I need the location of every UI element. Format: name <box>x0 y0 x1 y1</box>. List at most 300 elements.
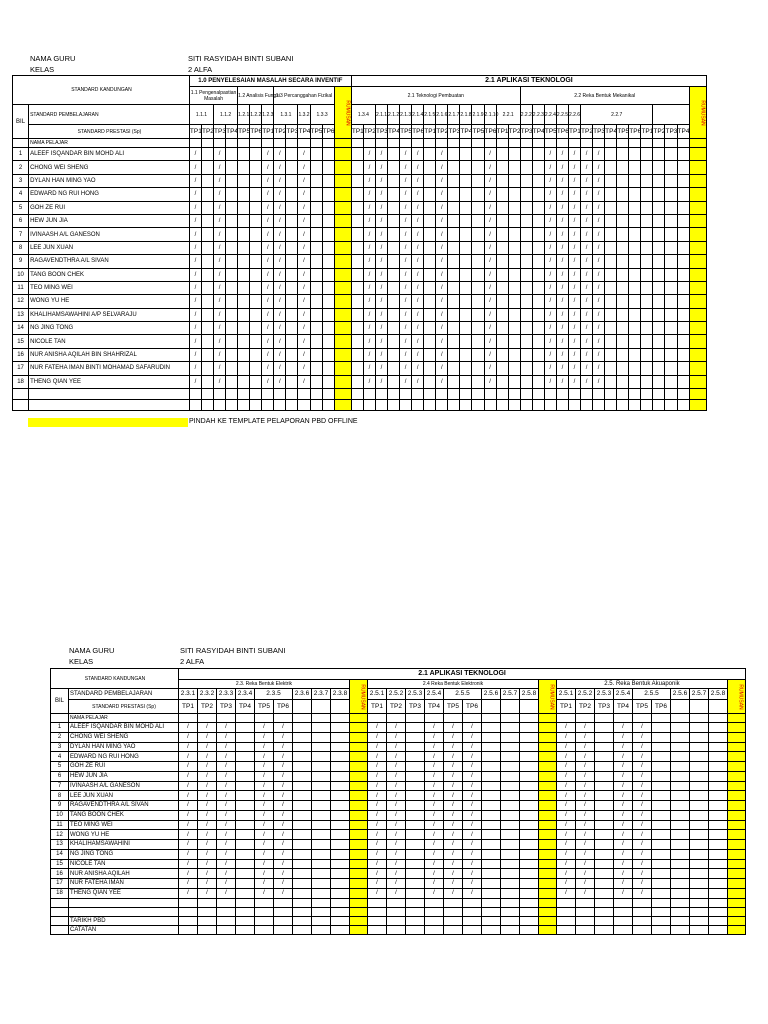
score-cell[interactable] <box>690 732 709 742</box>
mark-cell[interactable]: / <box>581 295 593 308</box>
mark-cell[interactable]: / <box>556 268 568 281</box>
score-cell[interactable] <box>508 362 520 375</box>
mark-cell[interactable]: / <box>375 375 387 388</box>
score-cell[interactable] <box>709 849 728 859</box>
score-cell[interactable] <box>286 281 298 294</box>
score-cell[interactable] <box>671 732 690 742</box>
score-cell[interactable] <box>595 771 614 781</box>
mark-cell[interactable]: / <box>463 791 482 801</box>
score-cell[interactable] <box>629 268 641 281</box>
mark-cell[interactable]: / <box>400 148 412 161</box>
score-cell[interactable] <box>482 888 501 898</box>
score-cell[interactable] <box>424 295 436 308</box>
score-cell[interactable] <box>334 348 351 361</box>
mark-cell[interactable]: / <box>375 188 387 201</box>
score-cell[interactable] <box>238 308 250 321</box>
score-cell[interactable] <box>496 375 508 388</box>
score-cell[interactable] <box>595 879 614 889</box>
mark-cell[interactable]: / <box>484 228 496 241</box>
score-cell[interactable] <box>310 348 322 361</box>
score-cell[interactable] <box>250 161 262 174</box>
score-cell[interactable] <box>334 148 351 161</box>
score-cell[interactable] <box>652 732 671 742</box>
mark-cell[interactable]: / <box>298 201 310 214</box>
score-cell[interactable] <box>293 869 312 879</box>
score-cell[interactable] <box>236 849 255 859</box>
mark-cell[interactable]: / <box>298 241 310 254</box>
score-cell[interactable] <box>424 308 436 321</box>
score-cell[interactable] <box>653 161 665 174</box>
mark-cell[interactable]: / <box>255 801 274 811</box>
score-cell[interactable] <box>709 791 728 801</box>
mark-cell[interactable]: / <box>581 348 593 361</box>
mark-cell[interactable]: / <box>274 723 293 733</box>
score-cell[interactable] <box>424 322 436 335</box>
mark-cell[interactable]: / <box>217 742 236 752</box>
mark-cell[interactable]: / <box>387 732 406 742</box>
score-cell[interactable] <box>482 869 501 879</box>
mark-cell[interactable]: / <box>436 322 448 335</box>
score-cell[interactable] <box>539 801 557 811</box>
score-cell[interactable] <box>460 148 472 161</box>
score-cell[interactable] <box>322 308 334 321</box>
score-cell[interactable] <box>728 849 746 859</box>
score-cell[interactable] <box>689 348 706 361</box>
score-cell[interactable] <box>250 214 262 227</box>
score-cell[interactable] <box>496 174 508 187</box>
score-cell[interactable] <box>334 268 351 281</box>
score-cell[interactable] <box>226 188 238 201</box>
score-cell[interactable] <box>448 348 460 361</box>
score-cell[interactable] <box>293 723 312 733</box>
mark-cell[interactable]: / <box>444 869 463 879</box>
score-cell[interactable] <box>460 228 472 241</box>
mark-cell[interactable]: / <box>614 840 633 850</box>
mark-cell[interactable]: / <box>576 752 595 762</box>
score-cell[interactable] <box>496 295 508 308</box>
score-cell[interactable] <box>665 362 677 375</box>
score-cell[interactable] <box>641 281 653 294</box>
score-cell[interactable] <box>520 771 539 781</box>
score-cell[interactable] <box>286 174 298 187</box>
mark-cell[interactable]: / <box>400 322 412 335</box>
mark-cell[interactable]: / <box>633 732 652 742</box>
score-cell[interactable] <box>539 869 557 879</box>
score-cell[interactable] <box>508 201 520 214</box>
score-cell[interactable] <box>653 348 665 361</box>
score-cell[interactable] <box>595 888 614 898</box>
mark-cell[interactable]: / <box>436 362 448 375</box>
score-cell[interactable] <box>508 228 520 241</box>
score-cell[interactable] <box>351 281 363 294</box>
score-cell[interactable] <box>351 201 363 214</box>
score-cell[interactable] <box>641 375 653 388</box>
score-cell[interactable] <box>709 742 728 752</box>
score-cell[interactable] <box>482 801 501 811</box>
score-cell[interactable] <box>641 362 653 375</box>
score-cell[interactable] <box>532 281 544 294</box>
score-cell[interactable] <box>605 255 617 268</box>
score-cell[interactable] <box>310 295 322 308</box>
score-cell[interactable] <box>331 849 350 859</box>
mark-cell[interactable]: / <box>274 148 286 161</box>
score-cell[interactable] <box>532 362 544 375</box>
score-cell[interactable] <box>641 241 653 254</box>
score-cell[interactable] <box>508 188 520 201</box>
score-cell[interactable] <box>424 375 436 388</box>
mark-cell[interactable]: / <box>614 781 633 791</box>
score-cell[interactable] <box>532 241 544 254</box>
score-cell[interactable] <box>690 869 709 879</box>
score-cell[interactable] <box>351 335 363 348</box>
score-cell[interactable] <box>424 241 436 254</box>
score-cell[interactable] <box>286 375 298 388</box>
score-cell[interactable] <box>605 348 617 361</box>
mark-cell[interactable]: / <box>425 840 444 850</box>
mark-cell[interactable]: / <box>593 174 605 187</box>
score-cell[interactable] <box>501 742 520 752</box>
mark-cell[interactable]: / <box>463 781 482 791</box>
score-cell[interactable] <box>293 742 312 752</box>
score-cell[interactable] <box>539 771 557 781</box>
mark-cell[interactable]: / <box>576 771 595 781</box>
score-cell[interactable] <box>652 762 671 772</box>
score-cell[interactable] <box>250 308 262 321</box>
score-cell[interactable] <box>709 723 728 733</box>
score-cell[interactable] <box>617 214 629 227</box>
mark-cell[interactable]: / <box>568 188 580 201</box>
mark-cell[interactable]: / <box>568 362 580 375</box>
score-cell[interactable] <box>728 771 746 781</box>
score-cell[interactable] <box>334 375 351 388</box>
score-cell[interactable] <box>236 820 255 830</box>
score-cell[interactable] <box>388 375 400 388</box>
mark-cell[interactable]: / <box>198 791 217 801</box>
score-cell[interactable] <box>629 281 641 294</box>
score-cell[interactable] <box>238 188 250 201</box>
mark-cell[interactable]: / <box>557 732 576 742</box>
mark-cell[interactable]: / <box>556 308 568 321</box>
mark-cell[interactable]: / <box>387 742 406 752</box>
mark-cell[interactable]: / <box>363 161 375 174</box>
score-cell[interactable] <box>689 214 706 227</box>
score-cell[interactable] <box>690 762 709 772</box>
mark-cell[interactable]: / <box>217 888 236 898</box>
score-cell[interactable] <box>350 888 368 898</box>
score-cell[interactable] <box>448 241 460 254</box>
mark-cell[interactable]: / <box>633 810 652 820</box>
mark-cell[interactable]: / <box>274 241 286 254</box>
mark-cell[interactable]: / <box>484 375 496 388</box>
score-cell[interactable] <box>448 201 460 214</box>
mark-cell[interactable]: / <box>484 148 496 161</box>
score-cell[interactable] <box>653 322 665 335</box>
mark-cell[interactable]: / <box>568 268 580 281</box>
score-cell[interactable] <box>250 174 262 187</box>
score-cell[interactable] <box>689 255 706 268</box>
score-cell[interactable] <box>448 375 460 388</box>
mark-cell[interactable]: / <box>544 281 556 294</box>
mark-cell[interactable]: / <box>179 869 198 879</box>
score-cell[interactable] <box>406 781 425 791</box>
mark-cell[interactable]: / <box>412 335 424 348</box>
score-cell[interactable] <box>350 849 368 859</box>
score-cell[interactable] <box>201 201 213 214</box>
score-cell[interactable] <box>689 188 706 201</box>
score-cell[interactable] <box>677 348 689 361</box>
score-cell[interactable] <box>312 752 331 762</box>
mark-cell[interactable]: / <box>576 732 595 742</box>
score-cell[interactable] <box>665 201 677 214</box>
score-cell[interactable] <box>448 214 460 227</box>
mark-cell[interactable]: / <box>189 362 201 375</box>
mark-cell[interactable]: / <box>614 879 633 889</box>
score-cell[interactable] <box>629 161 641 174</box>
mark-cell[interactable]: / <box>274 762 293 772</box>
score-cell[interactable] <box>236 771 255 781</box>
score-cell[interactable] <box>351 228 363 241</box>
mark-cell[interactable]: / <box>544 214 556 227</box>
score-cell[interactable] <box>629 308 641 321</box>
score-cell[interactable] <box>236 879 255 889</box>
mark-cell[interactable]: / <box>363 188 375 201</box>
mark-cell[interactable]: / <box>214 322 226 335</box>
score-cell[interactable] <box>388 322 400 335</box>
mark-cell[interactable]: / <box>368 840 387 850</box>
score-cell[interactable] <box>334 174 351 187</box>
mark-cell[interactable]: / <box>544 241 556 254</box>
score-cell[interactable] <box>351 322 363 335</box>
score-cell[interactable] <box>665 295 677 308</box>
mark-cell[interactable]: / <box>375 255 387 268</box>
score-cell[interactable] <box>238 241 250 254</box>
score-cell[interactable] <box>496 161 508 174</box>
mark-cell[interactable]: / <box>189 268 201 281</box>
score-cell[interactable] <box>652 742 671 752</box>
mark-cell[interactable]: / <box>576 888 595 898</box>
score-cell[interactable] <box>448 335 460 348</box>
score-cell[interactable] <box>665 308 677 321</box>
mark-cell[interactable]: / <box>412 362 424 375</box>
score-cell[interactable] <box>532 308 544 321</box>
score-cell[interactable] <box>388 281 400 294</box>
score-cell[interactable] <box>671 742 690 752</box>
score-cell[interactable] <box>690 879 709 889</box>
score-cell[interactable] <box>728 752 746 762</box>
mark-cell[interactable]: / <box>576 840 595 850</box>
score-cell[interactable] <box>334 201 351 214</box>
score-cell[interactable] <box>238 348 250 361</box>
score-cell[interactable] <box>406 771 425 781</box>
mark-cell[interactable]: / <box>274 732 293 742</box>
score-cell[interactable] <box>709 810 728 820</box>
mark-cell[interactable]: / <box>214 335 226 348</box>
mark-cell[interactable]: / <box>557 723 576 733</box>
score-cell[interactable] <box>595 752 614 762</box>
score-cell[interactable] <box>677 362 689 375</box>
score-cell[interactable] <box>629 174 641 187</box>
score-cell[interactable] <box>539 781 557 791</box>
mark-cell[interactable]: / <box>189 214 201 227</box>
score-cell[interactable] <box>388 161 400 174</box>
mark-cell[interactable]: / <box>400 161 412 174</box>
mark-cell[interactable]: / <box>633 840 652 850</box>
mark-cell[interactable]: / <box>262 295 274 308</box>
score-cell[interactable] <box>334 188 351 201</box>
score-cell[interactable] <box>677 322 689 335</box>
mark-cell[interactable]: / <box>633 849 652 859</box>
mark-cell[interactable]: / <box>189 281 201 294</box>
score-cell[interactable] <box>617 188 629 201</box>
score-cell[interactable] <box>665 322 677 335</box>
mark-cell[interactable]: / <box>274 188 286 201</box>
mark-cell[interactable]: / <box>375 241 387 254</box>
score-cell[interactable] <box>351 295 363 308</box>
score-cell[interactable] <box>312 771 331 781</box>
score-cell[interactable] <box>520 308 532 321</box>
mark-cell[interactable]: / <box>614 732 633 742</box>
score-cell[interactable] <box>689 201 706 214</box>
score-cell[interactable] <box>448 322 460 335</box>
mark-cell[interactable]: / <box>214 174 226 187</box>
mark-cell[interactable]: / <box>387 762 406 772</box>
score-cell[interactable] <box>520 188 532 201</box>
mark-cell[interactable]: / <box>375 148 387 161</box>
mark-cell[interactable]: / <box>444 732 463 742</box>
score-cell[interactable] <box>520 879 539 889</box>
score-cell[interactable] <box>482 849 501 859</box>
score-cell[interactable] <box>689 335 706 348</box>
mark-cell[interactable]: / <box>568 228 580 241</box>
mark-cell[interactable]: / <box>400 188 412 201</box>
score-cell[interactable] <box>331 781 350 791</box>
score-cell[interactable] <box>653 255 665 268</box>
score-cell[interactable] <box>617 174 629 187</box>
mark-cell[interactable]: / <box>262 375 274 388</box>
mark-cell[interactable]: / <box>581 188 593 201</box>
score-cell[interactable] <box>351 214 363 227</box>
mark-cell[interactable]: / <box>544 375 556 388</box>
score-cell[interactable] <box>482 762 501 772</box>
score-cell[interactable] <box>629 322 641 335</box>
mark-cell[interactable]: / <box>217 762 236 772</box>
mark-cell[interactable]: / <box>217 801 236 811</box>
mark-cell[interactable]: / <box>274 830 293 840</box>
mark-cell[interactable]: / <box>557 869 576 879</box>
mark-cell[interactable]: / <box>544 228 556 241</box>
score-cell[interactable] <box>482 840 501 850</box>
mark-cell[interactable]: / <box>363 348 375 361</box>
score-cell[interactable] <box>424 335 436 348</box>
score-cell[interactable] <box>709 762 728 772</box>
score-cell[interactable] <box>424 362 436 375</box>
score-cell[interactable] <box>689 362 706 375</box>
score-cell[interactable] <box>728 801 746 811</box>
score-cell[interactable] <box>520 791 539 801</box>
score-cell[interactable] <box>472 228 484 241</box>
mark-cell[interactable]: / <box>363 228 375 241</box>
mark-cell[interactable]: / <box>189 322 201 335</box>
mark-cell[interactable]: / <box>444 830 463 840</box>
mark-cell[interactable]: / <box>368 791 387 801</box>
score-cell[interactable] <box>532 228 544 241</box>
score-cell[interactable] <box>331 810 350 820</box>
score-cell[interactable] <box>201 281 213 294</box>
score-cell[interactable] <box>350 840 368 850</box>
score-cell[interactable] <box>472 255 484 268</box>
mark-cell[interactable]: / <box>581 362 593 375</box>
score-cell[interactable] <box>652 791 671 801</box>
score-cell[interactable] <box>520 268 532 281</box>
score-cell[interactable] <box>406 791 425 801</box>
mark-cell[interactable]: / <box>217 879 236 889</box>
mark-cell[interactable]: / <box>576 879 595 889</box>
mark-cell[interactable]: / <box>217 820 236 830</box>
mark-cell[interactable]: / <box>255 810 274 820</box>
mark-cell[interactable]: / <box>614 888 633 898</box>
score-cell[interactable] <box>250 281 262 294</box>
score-cell[interactable] <box>460 161 472 174</box>
score-cell[interactable] <box>496 308 508 321</box>
score-cell[interactable] <box>690 771 709 781</box>
mark-cell[interactable]: / <box>614 810 633 820</box>
score-cell[interactable] <box>424 188 436 201</box>
score-cell[interactable] <box>653 375 665 388</box>
score-cell[interactable] <box>293 801 312 811</box>
mark-cell[interactable]: / <box>557 762 576 772</box>
mark-cell[interactable]: / <box>576 859 595 869</box>
mark-cell[interactable]: / <box>444 723 463 733</box>
score-cell[interactable] <box>472 362 484 375</box>
score-cell[interactable] <box>629 214 641 227</box>
mark-cell[interactable]: / <box>368 810 387 820</box>
mark-cell[interactable]: / <box>633 879 652 889</box>
score-cell[interactable] <box>482 791 501 801</box>
score-cell[interactable] <box>460 281 472 294</box>
mark-cell[interactable]: / <box>262 241 274 254</box>
mark-cell[interactable]: / <box>593 188 605 201</box>
mark-cell[interactable]: / <box>425 820 444 830</box>
mark-cell[interactable]: / <box>614 869 633 879</box>
mark-cell[interactable]: / <box>444 888 463 898</box>
mark-cell[interactable]: / <box>556 148 568 161</box>
score-cell[interactable] <box>605 214 617 227</box>
mark-cell[interactable]: / <box>633 752 652 762</box>
mark-cell[interactable]: / <box>593 255 605 268</box>
mark-cell[interactable]: / <box>412 281 424 294</box>
mark-cell[interactable]: / <box>368 830 387 840</box>
score-cell[interactable] <box>532 322 544 335</box>
mark-cell[interactable]: / <box>463 742 482 752</box>
mark-cell[interactable]: / <box>463 879 482 889</box>
score-cell[interactable] <box>448 362 460 375</box>
score-cell[interactable] <box>331 791 350 801</box>
score-cell[interactable] <box>539 732 557 742</box>
score-cell[interactable] <box>617 148 629 161</box>
score-cell[interactable] <box>310 375 322 388</box>
score-cell[interactable] <box>250 255 262 268</box>
score-cell[interactable] <box>728 888 746 898</box>
score-cell[interactable] <box>671 771 690 781</box>
score-cell[interactable] <box>351 188 363 201</box>
score-cell[interactable] <box>334 362 351 375</box>
score-cell[interactable] <box>709 771 728 781</box>
score-cell[interactable] <box>671 879 690 889</box>
score-cell[interactable] <box>595 820 614 830</box>
mark-cell[interactable]: / <box>436 214 448 227</box>
mark-cell[interactable]: / <box>274 869 293 879</box>
mark-cell[interactable]: / <box>576 849 595 859</box>
